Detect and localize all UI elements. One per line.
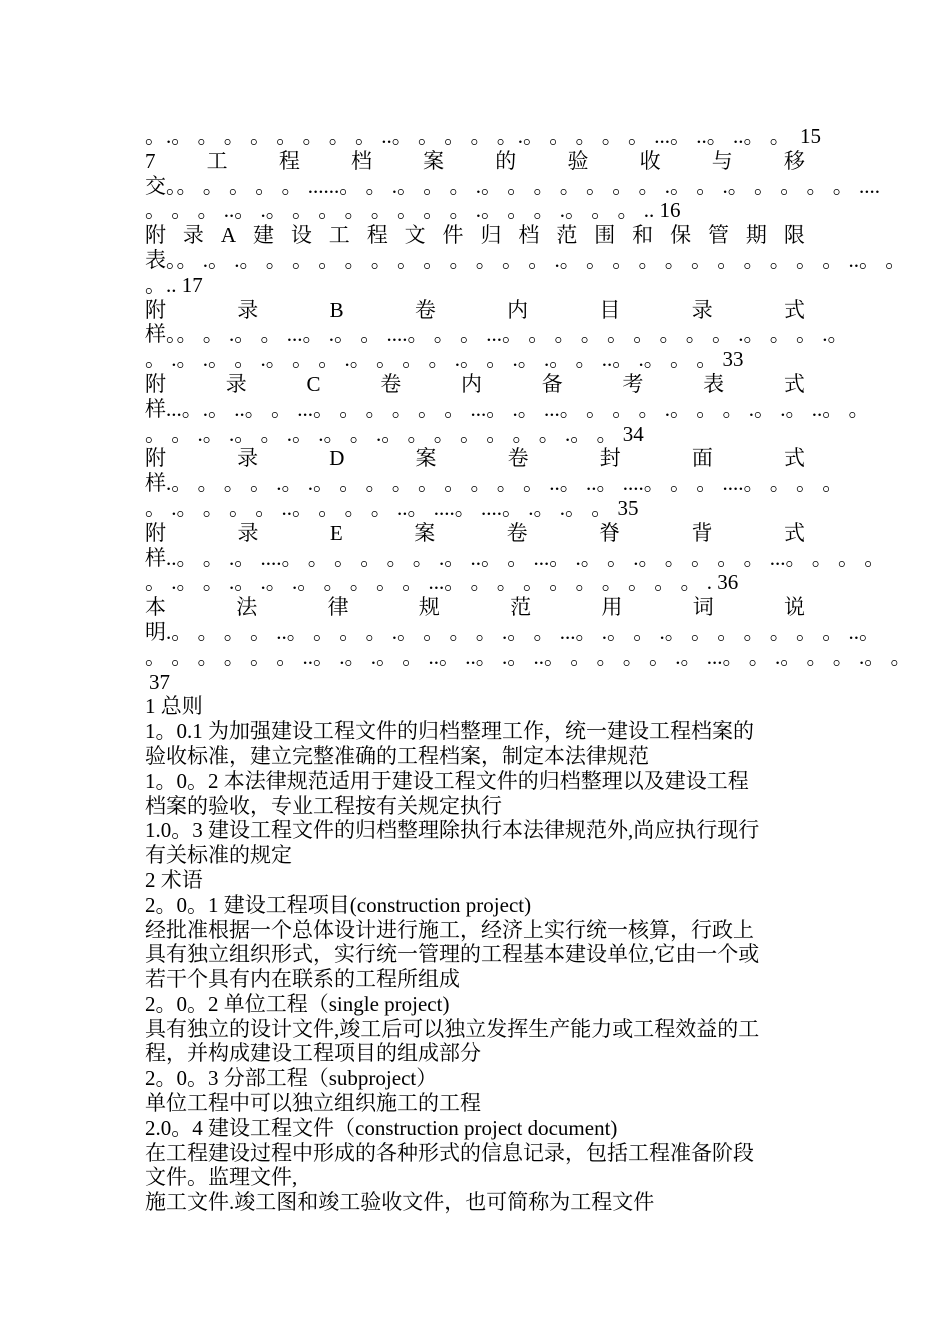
toc-page-number: 34: [622, 421, 644, 446]
toc-char: 封: [599, 446, 621, 471]
toc-char: 围: [594, 223, 616, 248]
toc-char: 附: [145, 520, 166, 545]
toc-char: 工: [206, 148, 228, 173]
toc-char: 范: [510, 595, 532, 620]
toc-line: [145, 273, 805, 298]
toc-char: E: [329, 520, 343, 545]
toc-char: D: [329, 446, 345, 471]
term-heading: 2。0。2 单位工程（single project): [145, 991, 450, 1016]
toc-leader: 明.。 。 。 。 ..。 。 。 。 .。 。 。 。 .。 。 ...。 .。 。 .。 。 。 。 。 。 。 ..。: [145, 619, 880, 644]
toc-char: 目: [599, 297, 621, 322]
paragraph-line: 有关标准的规定: [145, 843, 292, 868]
toc-char: 案: [423, 148, 445, 173]
toc-leader: 样...。.。 ..。 。 ...。 。 。 。 。 。 ...。 .。 ...。 。 。 。 .。 。 。 .。 .。 ..。 。: [145, 396, 870, 421]
paragraph-line: 1.0。3 建设工程文件的归档整理除执行本法律规范外,尚应执行现行: [145, 818, 760, 843]
toc-char: 卷: [507, 446, 529, 471]
toc-char: 保: [670, 223, 692, 248]
toc-char: 附: [145, 371, 166, 396]
toc-leader: 。 .。 。 .。 .。 .。 。 。 。 。 ...。 。 。 。 。 。 。 。 。 。 .: [145, 570, 718, 595]
toc-char: 管: [708, 223, 729, 248]
toc-char: 说: [783, 595, 805, 620]
toc-char: 表: [703, 371, 725, 396]
toc-char: 程: [366, 223, 388, 248]
toc-char: 录: [691, 297, 713, 322]
toc-char: 附: [145, 223, 166, 248]
toc-char: 内: [460, 371, 482, 396]
section-heading: 1 总则: [145, 694, 203, 719]
toc-leader: 。 .。 .。 。 .。 。 。 .。 。 。 。 .。 。 .。 .。 。 ..。 .。 。 。: [145, 347, 723, 372]
toc-char: 档: [518, 223, 540, 248]
term-heading: 2。0。1 建设工程项目(construction project): [145, 892, 532, 917]
toc-line: [145, 198, 805, 223]
toc-char: 式: [783, 297, 805, 322]
toc-char: 卷: [414, 297, 436, 322]
toc-char: 本: [145, 595, 166, 620]
toc-char: 录: [225, 371, 247, 396]
paragraph-line: 1。0.1 为加强建设工程文件的归档整理工作，统一建设工程档案的: [145, 719, 754, 744]
toc-char: 式: [783, 371, 805, 396]
toc-char: 卷: [506, 520, 528, 545]
toc-char: 附: [145, 446, 166, 471]
definition-line: 程，并构成建设工程项目的组成部分: [145, 1041, 481, 1066]
toc-char: 7: [145, 148, 156, 173]
toc-char: 式: [783, 446, 805, 471]
toc-entry-appendix-e: [145, 521, 805, 546]
toc-char: 限: [783, 223, 805, 248]
paragraph-line: 档案的验收，专业工程按有关规定执行: [145, 793, 502, 818]
toc-leader: 。 。 。 。 。 。 ..。 .。 .。 。 ..。 ..。 .。 ..。 。 。 。 。 .。 ...。 。 .。 。 。 .。 。: [145, 644, 912, 669]
toc-line: [145, 347, 805, 372]
toc-char: 设: [290, 223, 312, 248]
paragraph-line: 1。0。2 本法律规范适用于建设工程文件的归档整理以及建设工程: [145, 768, 749, 793]
definition-line: 文件。监理文件,: [145, 1165, 298, 1190]
toc-entry-appendix-d: [145, 446, 805, 471]
toc-char: 和: [632, 223, 654, 248]
toc-entry-terms: [145, 595, 805, 620]
toc-char: 工: [328, 223, 350, 248]
toc-entry-appendix-b: [145, 298, 805, 323]
toc-char: 案: [415, 446, 437, 471]
toc-char: 件: [442, 223, 464, 248]
toc-char: 用: [601, 595, 623, 620]
toc-char: 内: [507, 297, 529, 322]
term-heading: 2.0。4 建设工程文件（construction project document): [145, 1115, 618, 1140]
definition-line: 单位工程中可以独立组织施工的工程: [145, 1091, 481, 1116]
toc-page-number: 17: [181, 272, 203, 297]
toc-char: 式: [784, 520, 805, 545]
toc-char: 规: [418, 595, 440, 620]
toc-char: 面: [691, 446, 713, 471]
toc-char: 词: [692, 595, 714, 620]
toc-char: 备: [541, 371, 563, 396]
toc-char: 档: [350, 148, 372, 173]
toc-char: 脊: [599, 520, 621, 545]
toc-char: 卷: [380, 371, 402, 396]
toc-char: 录: [237, 297, 259, 322]
definition-line: 施工文件.竣工图和竣工验收文件，也可简称为工程文件: [145, 1190, 655, 1215]
toc-char: 验: [567, 148, 589, 173]
toc-char: 程: [278, 148, 300, 173]
toc-char: 考: [622, 371, 644, 396]
toc-leader: 交。。 。 。 。 。 ......。 。 .。 。 。 .。 。 。 。 。 。 。 .。 。 .。 。 。 。 。 ....: [145, 173, 880, 198]
toc-leader: 。.。 。 。 。 。 。 。 。 ..。 。 。 。 。.。 。 。 。 。 ...。 ..。 ..。 。: [145, 124, 791, 148]
toc-leader: 。 。 。 ..。 .。 。 。 。 。 。 。 。 .。 。 。 .。 。 。 ..: [145, 198, 660, 223]
toc-line: [145, 124, 821, 149]
toc-char: 录: [237, 446, 259, 471]
toc-line: [145, 670, 805, 695]
toc-char: 录: [182, 223, 204, 248]
toc-leader: 样.。 。 。 。 .。 .。 。 。 。 。 。 。 。 。 ..。 ..。 ....。 。 。 ....。 。 。 。: [145, 471, 844, 496]
toc-char: 文: [404, 223, 426, 248]
paragraph-line: 验收标准，建立完整准确的工程档案，制定本法律规范: [145, 743, 649, 768]
toc-char: 建: [252, 223, 274, 248]
section-heading: 2 术语: [145, 867, 203, 892]
toc-char: 附: [145, 297, 166, 322]
toc-page-number: 36: [717, 570, 739, 595]
toc-page-number: 35: [617, 495, 639, 520]
toc-entry-appendix-c: [145, 372, 805, 397]
definition-line: 在工程建设过程中形成的各种形式的信息记录，包括工程准备阶段: [145, 1140, 754, 1165]
toc-line: [145, 496, 805, 521]
toc-char: 与: [711, 148, 733, 173]
definition-line: 具有独立组织形式，实行统一管理的工程基本建设单位,它由一个或: [145, 942, 760, 967]
toc-char: 范: [556, 223, 578, 248]
toc-leader: 。 .。 。 。 。 ..。 。 。 。 ..。 ....。 ....。 .。 .。 。: [145, 495, 618, 520]
toc-char: 案: [414, 520, 436, 545]
toc-page-number: 33: [722, 347, 744, 372]
toc-line: [145, 570, 805, 595]
toc-leader: 样..。 。 .。 ....。 。 。 。 。 。 .。 ..。 。 ...。 .。 。 .。 。 。 。 。 ...。 。 。 。: [145, 545, 886, 570]
toc-leader: 表。。 .。 .。 。 。 。 。 。 。 。 。 。 。 。 .。 。 。 。 。 。 。 。 。 。 。 ..。 。: [145, 247, 907, 272]
toc-char: 法: [236, 595, 258, 620]
toc-char: 收: [639, 148, 661, 173]
toc-line: [145, 422, 805, 447]
toc-page-number: 37: [149, 669, 170, 694]
definition-line: 具有独立的设计文件,竣工后可以独立发挥生产能力或工程效益的工: [145, 1016, 760, 1041]
toc-char: 的: [495, 148, 517, 173]
toc-entry-7: [145, 149, 805, 174]
toc-char: 录: [237, 520, 259, 545]
toc-char: 移: [783, 148, 805, 173]
toc-char: 背: [691, 520, 713, 545]
toc-char: 律: [327, 595, 349, 620]
term-heading: 2。0。3 分部工程（subproject）: [145, 1066, 438, 1091]
toc-leader: 。..: [145, 272, 182, 297]
toc-leader: 样。。 。 .。 。 ...。 .。 。 ....。 。 。 ...。 。 。 。 。 。 。 。 。 .。 。 。 .。: [145, 322, 849, 347]
toc-leader: 。 。 .。 .。 。 .。 .。 。 .。 。 。 。 。 。 。 .。 。: [145, 421, 623, 446]
toc-char: C: [306, 371, 321, 396]
toc-page-number: 15: [800, 124, 821, 148]
definition-line: 经批准根据一个总体设计进行施工，经济上实行统一核算，行政上: [145, 917, 754, 942]
toc-char: 归: [480, 223, 502, 248]
toc-char: 期: [745, 223, 767, 248]
definition-line: 若干个具有内在联系的工程所组成: [145, 967, 460, 992]
toc-entry-appendix-a: [145, 223, 805, 248]
toc-char: A: [220, 223, 237, 248]
toc-char: B: [329, 297, 344, 322]
document-content: [145, 124, 912, 1215]
toc-page-number: 16: [659, 198, 681, 223]
